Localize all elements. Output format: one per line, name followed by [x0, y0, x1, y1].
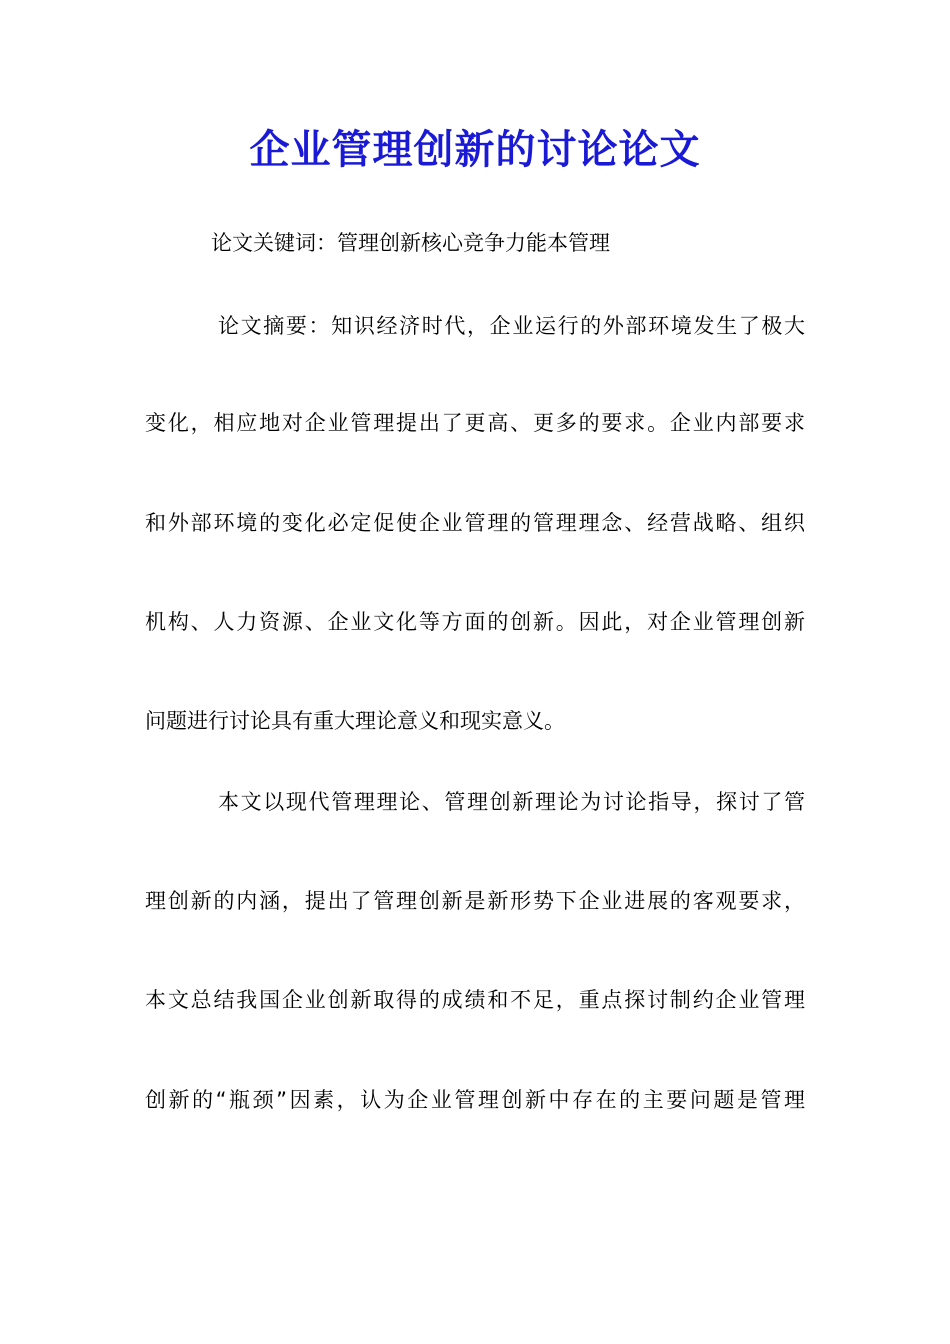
abstract-line-3: 和外部环境的变化必定促使企业管理的管理理念、经营战略、组织 — [145, 511, 805, 535]
abstract-line-4: 机构、人力资源、企业文化等方面的创新。因此，对企业管理创新 — [145, 610, 805, 634]
abstract-line-1: 论文摘要：知识经济时代，企业运行的外部环境发生了极大 — [218, 314, 805, 338]
document-title: 企业管理创新的讨论论文 — [249, 126, 701, 173]
abstract-line-2: 变化，相应地对企业管理提出了更高、更多的要求。企业内部要求 — [145, 411, 805, 435]
body-line-3: 本文总结我国企业创新取得的成绩和不足，重点探讨制约企业管理 — [145, 988, 805, 1012]
body-line-2: 理创新的内涵，提出了管理创新是新形势下企业进展的客观要求， — [145, 889, 805, 913]
abstract-line-5: 问题进行讨论具有重大理论意义和现实意义。 — [145, 709, 565, 733]
keywords-line: 论文关键词：管理创新核心竞争力能本管理 — [211, 231, 610, 255]
body-line-4: 创新的“瓶颈”因素，认为企业管理创新中存在的主要问题是管理 — [145, 1088, 805, 1112]
body-line-1: 本文以现代管理理论、管理创新理论为讨论指导，探讨了管 — [218, 790, 805, 814]
